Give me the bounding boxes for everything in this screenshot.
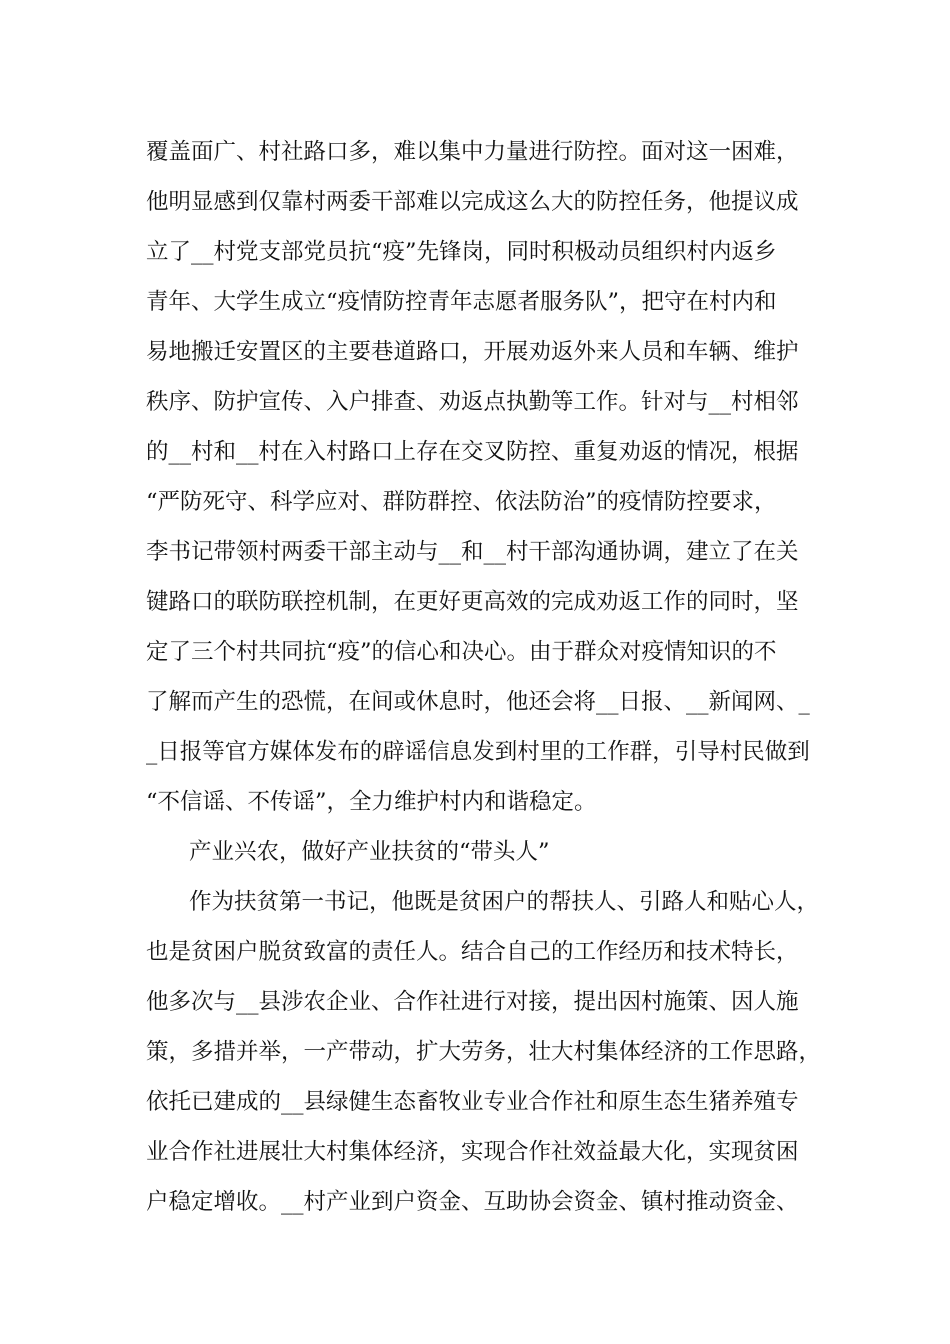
text-line: 依托已建成的__县绿健生态畜牧业专业合作社和原生态生猪养殖专 [146, 1089, 799, 1115]
text-line: 作为扶贫第一书记，他既是贫困户的帮扶人、引路人和贴心人， [189, 889, 820, 915]
text-line: 户稳定增收。__村产业到户资金、互助协会资金、镇村推动资金、 [146, 1189, 799, 1215]
text-line: 也是贫困户脱贫致富的责任人。结合自己的工作经历和技术特长， [146, 939, 799, 965]
text-line: 秩序、防护宣传、入户排查、劝返点执勤等工作。针对与__村相邻 [146, 389, 799, 415]
text-line: 的__村和__村在入村路口上存在交叉防控、重复劝返的情况，根据 [146, 439, 799, 465]
text-line: _日报等官方媒体发布的辟谣信息发到村里的工作群，引导村民做到 [146, 739, 810, 765]
text-line: 立了__村党支部党员抗“疫”先锋岗，同时积极动员组织村内返乡 [146, 239, 777, 265]
text-line: “严防死守、科学应对、群防群控、依法防治”的疫情防控要求， [146, 489, 777, 515]
text-line: 覆盖面广、村社路口多，难以集中力量进行防控。面对这一困难， [146, 139, 799, 165]
text-line: 定了三个村共同抗“疫”的信心和决心。由于群众对疫情知识的不 [146, 639, 777, 665]
text-line: 易地搬迁安置区的主要巷道路口，开展劝返外来人员和车辆、维护 [146, 339, 799, 365]
text-line: 青年、大学生成立“疫情防控青年志愿者服务队”，把守在村内和 [146, 289, 777, 315]
section-heading: 产业兴农，做好产业扶贫的“带头人” [189, 839, 550, 865]
text-line: 键路口的联防联控机制，在更好更高效的完成劝返工作的同时，坚 [146, 589, 799, 615]
text-line: 他明显感到仅靠村两委干部难以完成这么大的防控任务，他提议成 [146, 189, 799, 215]
text-line: 他多次与__县涉农企业、合作社进行对接，提出因村施策、因人施 [146, 989, 799, 1015]
text-line: 业合作社进展壮大村集体经济，实现合作社效益最大化，实现贫困 [146, 1139, 799, 1165]
text-line: 了解而产生的恐慌，在间或休息时，他还会将__日报、__新闻网、_ [146, 689, 810, 715]
text-line: 策，多措并举，一产带动，扩大劳务，壮大村集体经济的工作思路， [146, 1039, 822, 1065]
text-line: 李书记带领村两委干部主动与__和__村干部沟通协调，建立了在关 [146, 539, 799, 565]
text-line: “不信谣、不传谣”，全力维护村内和谐稳定。 [146, 789, 597, 815]
